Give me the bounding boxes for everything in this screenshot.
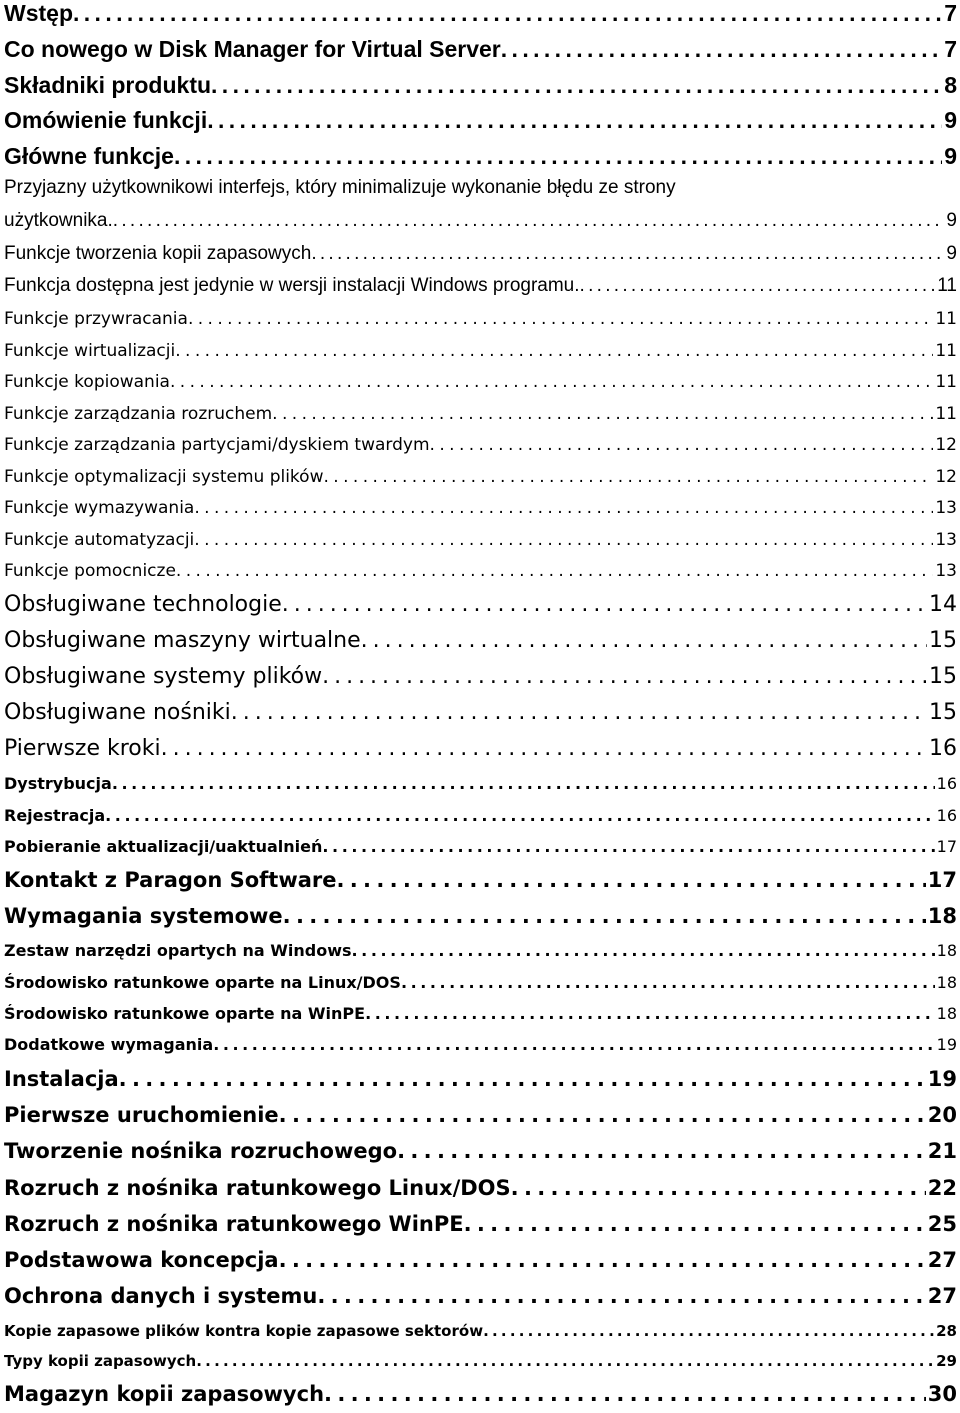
toc-entry-title: Środowisko ratunkowe oparte na Linux/DOS (4, 973, 401, 992)
toc-entry-title: Obsługiwane technologie (4, 592, 282, 617)
toc-entry-title: Funkcje pomocnicze (4, 561, 176, 581)
toc-entry-title: Funkcje automatyzacji (4, 530, 195, 550)
toc-page-number: 18 (936, 973, 957, 992)
toc-page-number: 30 (927, 1382, 957, 1406)
toc-page-number: 27 (927, 1248, 957, 1272)
toc-dot-leader (511, 1176, 926, 1200)
toc-page-number: 27 (927, 1284, 957, 1308)
toc-dot-leader (397, 1139, 926, 1163)
toc-entry[interactable] (4, 309, 957, 329)
toc-entry[interactable] (4, 592, 957, 617)
toc-entry[interactable] (4, 1352, 957, 1370)
toc-page-number: 17 (927, 868, 957, 892)
toc-entry-title: Zestaw narzędzi opartych na Windows (4, 941, 352, 960)
toc-page-number: 21 (927, 1139, 957, 1163)
toc-entry[interactable] (4, 1382, 957, 1406)
toc-entry[interactable] (4, 435, 957, 455)
toc-dot-leader (105, 806, 935, 825)
toc-entry-title: użytkownika. (4, 210, 113, 231)
toc-page-number: 8 (944, 72, 957, 98)
toc-entry-title: Obsługiwane nośniki (4, 700, 231, 725)
toc-entry-title: Magazyn kopii zapasowych (4, 1382, 325, 1406)
toc-entry[interactable] (4, 498, 957, 518)
toc-page-number: 12 (935, 467, 957, 487)
toc-page-number: 20 (927, 1103, 957, 1127)
toc-entry-title: Składniki produktu (4, 72, 212, 98)
toc-entry-title: Środowisko ratunkowe oparte na WinPE (4, 1004, 366, 1023)
toc-entry[interactable] (4, 1284, 957, 1308)
toc-entry[interactable] (4, 210, 957, 232)
toc-entry[interactable] (4, 1103, 957, 1127)
toc-dot-leader (194, 498, 933, 518)
toc-entry-title: Podstawowa koncepcja (4, 1248, 279, 1272)
toc-entry-title: Kopie zapasowe plików kontra kopie zapasowe sektorów (4, 1322, 484, 1340)
table-of-contents (4, 0, 957, 1413)
toc-page-number: 11 (935, 404, 957, 424)
toc-entry[interactable] (4, 341, 957, 361)
toc-dot-leader (119, 1067, 926, 1091)
toc-entry-title: Funkcje optymalizacji systemu plików (4, 467, 324, 487)
toc-dot-leader (464, 1212, 926, 1236)
toc-dot-leader (282, 592, 927, 617)
toc-page-number: 11 (937, 275, 957, 296)
toc-entry-title: Funkcje wirtualizacji (4, 341, 176, 361)
toc-entry[interactable] (4, 0, 957, 27)
toc-dot-leader (231, 700, 927, 725)
toc-dot-leader (430, 435, 934, 455)
toc-page-number: 16 (936, 774, 957, 793)
toc-entry[interactable] (4, 243, 957, 265)
toc-entry[interactable] (4, 107, 957, 134)
toc-page-number: 19 (936, 1035, 957, 1054)
toc-dot-leader (176, 561, 933, 581)
toc-page-number: 13 (935, 561, 957, 581)
toc-page-number: 9 (946, 243, 957, 264)
toc-entry[interactable] (4, 941, 957, 960)
toc-entry[interactable] (4, 1067, 957, 1091)
toc-dot-leader (283, 904, 926, 928)
toc-page-number: 15 (929, 664, 957, 689)
toc-entry-title: Obsługiwane systemy plików (4, 664, 323, 689)
toc-entry[interactable] (4, 664, 957, 689)
toc-dot-leader (401, 973, 935, 992)
toc-page-number: 17 (936, 837, 957, 856)
toc-page-number: 18 (936, 1004, 957, 1023)
toc-entry[interactable] (4, 774, 957, 793)
toc-entry-title: Funkcje kopiowania (4, 372, 170, 392)
toc-entry[interactable] (4, 467, 957, 487)
toc-dot-leader (279, 1103, 926, 1127)
toc-page-number: 14 (929, 592, 957, 617)
toc-entry[interactable] (4, 700, 957, 725)
toc-dot-leader (323, 467, 933, 487)
toc-entry[interactable] (4, 1212, 957, 1236)
toc-entry-title: Wstęp (4, 0, 73, 26)
toc-entry-title: Funkcje zarządzania rozruchem (4, 404, 273, 424)
toc-dot-leader (174, 143, 942, 170)
toc-dot-leader (311, 243, 944, 265)
toc-entry[interactable] (4, 275, 957, 297)
toc-entry[interactable] (4, 530, 957, 550)
toc-entry-title: Rozruch z nośnika ratunkowego WinPE (4, 1212, 464, 1236)
toc-entry[interactable] (4, 1322, 957, 1340)
toc-entry-title: Funkcja dostępna jest jedynie w wersji instalacji Windows programu. (4, 275, 580, 296)
toc-dot-leader (580, 275, 936, 297)
toc-entry[interactable] (4, 561, 957, 581)
toc-entry[interactable] (4, 628, 957, 653)
toc-entry[interactable] (4, 1035, 957, 1054)
toc-entry-title: Ochrona danych i systemu (4, 1284, 318, 1308)
toc-entry[interactable] (4, 1176, 957, 1200)
toc-page-number: 7 (944, 36, 957, 62)
toc-dot-leader (272, 404, 933, 424)
toc-page-number: 11 (935, 372, 957, 392)
toc-page-number: 15 (929, 700, 957, 725)
toc-dot-leader (161, 736, 927, 761)
toc-page-number: 11 (935, 309, 957, 329)
toc-entry[interactable] (4, 1004, 957, 1023)
toc-entry-title: Wymagania systemowe (4, 904, 283, 928)
toc-entry-title: Pierwsze uruchomienie (4, 1103, 279, 1127)
toc-entry[interactable] (4, 904, 957, 928)
toc-entry[interactable] (4, 837, 957, 856)
toc-dot-leader (279, 1248, 926, 1272)
toc-entry-title: Dystrybucja (4, 774, 112, 793)
toc-dot-leader (194, 530, 933, 550)
toc-dot-leader (352, 941, 935, 960)
toc-page-number: 9 (946, 210, 957, 231)
toc-entry-title: Rozruch z nośnika ratunkowego Linux/DOS (4, 1176, 511, 1200)
toc-entry-title: Dodatkowe wymagania (4, 1035, 214, 1054)
toc-page-number: 9 (944, 107, 957, 133)
toc-entry[interactable] (4, 1139, 957, 1163)
toc-entry-title: Funkcje przywracania (4, 309, 188, 329)
toc-page-number: 19 (927, 1067, 957, 1091)
toc-page-number: 18 (927, 904, 957, 928)
toc-dot-leader (188, 309, 933, 329)
toc-entry[interactable] (4, 72, 957, 99)
toc-entry[interactable] (4, 868, 957, 892)
toc-page-number: 9 (944, 143, 957, 169)
toc-dot-leader (73, 0, 942, 27)
toc-dot-leader (336, 868, 925, 892)
toc-dot-leader (361, 628, 927, 653)
toc-entry[interactable] (4, 1248, 957, 1272)
toc-dot-leader (113, 210, 945, 232)
toc-dot-leader (175, 341, 933, 361)
toc-dot-leader (211, 72, 942, 99)
toc-entry-title: Kontakt z Paragon Software (4, 868, 337, 892)
toc-dot-leader (170, 372, 933, 392)
toc-entry-title: Pobieranie aktualizacji/uaktualnień (4, 837, 323, 856)
toc-page-number: 13 (935, 530, 957, 550)
toc-page-number: 16 (936, 806, 957, 825)
toc-page-number: 7 (944, 0, 957, 26)
toc-entry-title: Rejestracja (4, 806, 106, 825)
toc-dot-leader (501, 36, 942, 63)
toc-entry-title: Funkcje wymazywania (4, 498, 195, 518)
toc-page-number: 15 (929, 628, 957, 653)
toc-entry[interactable] (4, 143, 957, 170)
toc-page-number: 28 (936, 1322, 957, 1340)
toc-dot-leader (483, 1322, 934, 1340)
toc-dot-leader (196, 1352, 934, 1370)
toc-dot-leader (322, 837, 934, 856)
toc-entry-title: Obsługiwane maszyny wirtualne (4, 628, 361, 653)
toc-page-number: 11 (935, 341, 957, 361)
toc-page-number: 16 (929, 736, 957, 761)
toc-page-number: 22 (927, 1176, 957, 1200)
toc-entry-title: Co nowego w Disk Manager for Virtual Server (4, 36, 501, 62)
toc-dot-leader (324, 1382, 926, 1406)
toc-dot-leader (112, 774, 935, 793)
toc-entry[interactable] (4, 372, 957, 392)
toc-dot-leader (317, 1284, 925, 1308)
toc-page-number: 12 (935, 435, 957, 455)
toc-dot-leader (213, 1035, 934, 1054)
toc-entry[interactable] (4, 36, 957, 63)
toc-entry-title: Tworzenie nośnika rozruchowego (4, 1139, 398, 1163)
toc-entry-title: Typy kopii zapasowych (4, 1352, 197, 1370)
toc-entry-title: Instalacja (4, 1067, 119, 1091)
toc-entry[interactable] (4, 973, 957, 992)
toc-entry[interactable] (4, 806, 957, 825)
toc-page-number: 25 (927, 1212, 957, 1236)
toc-entry-title-line: Przyjazny użytkownikowi interfejs, który minimalizuje wykonanie błędu ze strony (4, 177, 676, 198)
toc-entry[interactable] (4, 736, 957, 761)
toc-dot-leader (322, 664, 927, 689)
toc-dot-leader (365, 1004, 935, 1023)
toc-page-number: 29 (936, 1352, 957, 1370)
toc-page-number: 18 (936, 941, 957, 960)
toc-entry-title: Funkcje zarządzania partycjami/dyskiem twardym (4, 435, 430, 455)
toc-entry-title: Funkcje tworzenia kopii zapasowych (4, 243, 312, 264)
toc-entry-title: Główne funkcje (4, 143, 174, 169)
toc-page-number: 13 (935, 498, 957, 518)
toc-entry-title: Pierwsze kroki (4, 736, 161, 761)
toc-entry-title: Omówienie funkcji (4, 107, 208, 133)
toc-entry[interactable] (4, 404, 957, 424)
toc-dot-leader (207, 107, 942, 134)
